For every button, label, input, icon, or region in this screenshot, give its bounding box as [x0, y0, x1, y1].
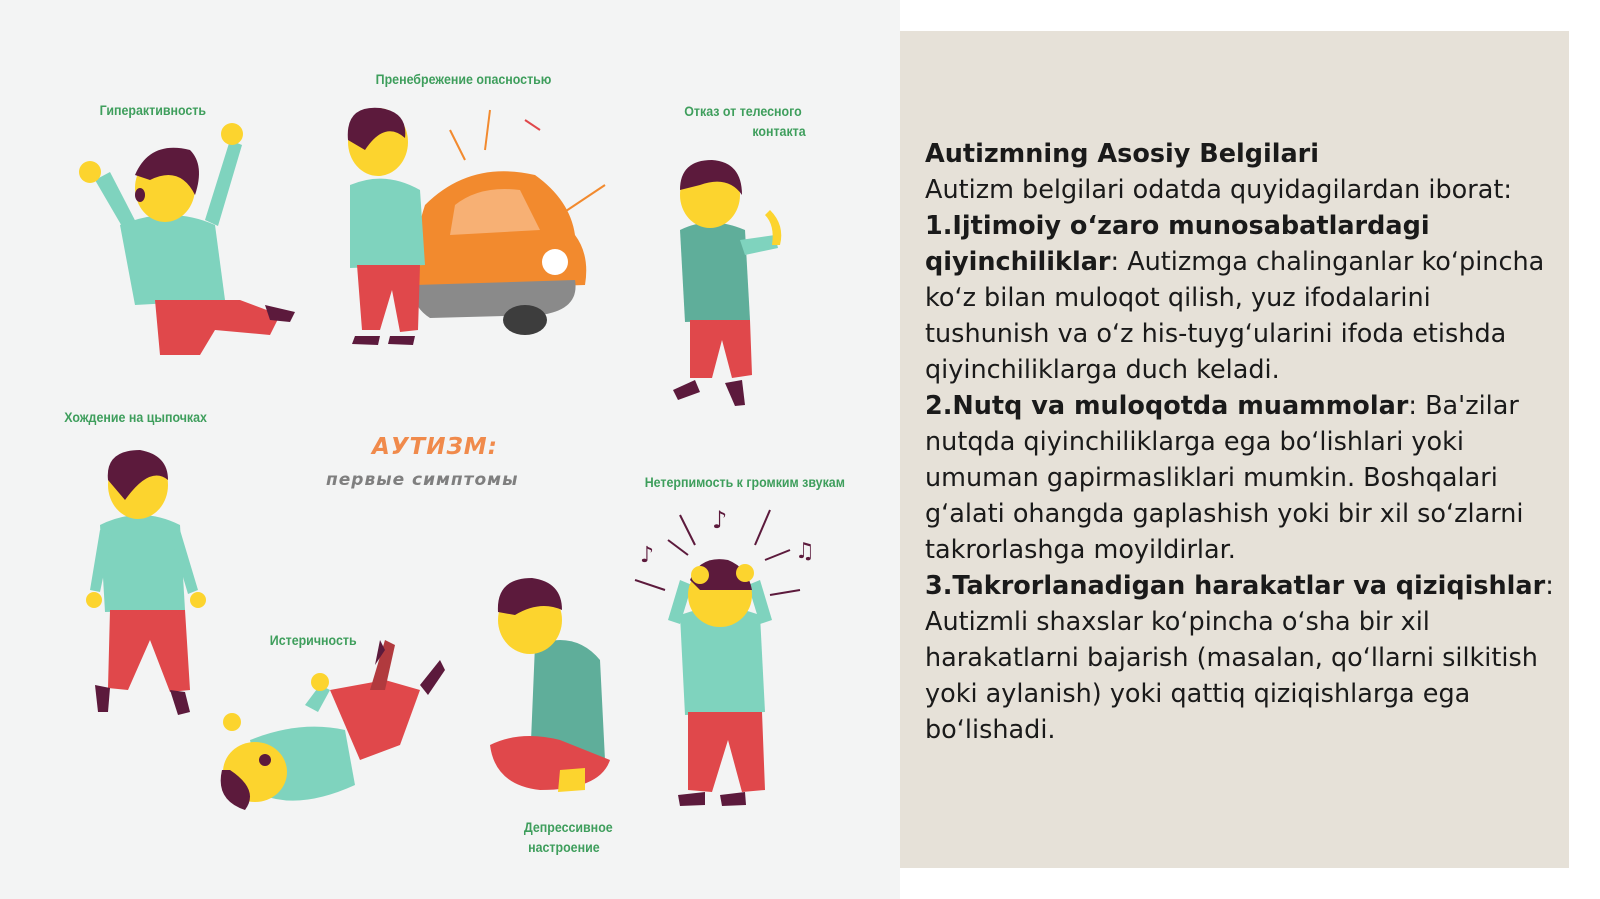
- label-danger: Пренебрежение опасностью: [375, 72, 552, 87]
- label-tiptoe: Хождение на цыпочках: [64, 410, 207, 425]
- symptom-item-title: 2.Nutq va muloqotda muammolar: [925, 391, 1409, 421]
- symptom-item-body: Autizmli shaxslar koʻpincha oʻsha bir xil harakatlarni bajarish (masalan, qoʻllarni silkitish yoki aylanish) yoki qattiq qiziqishlarga ega boʻlishadi.: [925, 607, 1538, 745]
- symptom-item-1: [925, 208, 1555, 388]
- symptom-item-separator: :: [1110, 247, 1128, 277]
- panel-heading: Autizmning Asosiy Belgilari: [925, 139, 1319, 169]
- no-contact-child-figure: [673, 160, 781, 406]
- infographic-subtitle: первые симптомы: [326, 470, 519, 490]
- symptom-item-separator: :: [1545, 571, 1554, 601]
- label-depressed-line1: Депрессивное: [523, 820, 613, 835]
- tiptoe-child-figure: [86, 450, 206, 715]
- hyperactive-child-figure: [79, 123, 295, 355]
- hysteria-child-figure: [221, 640, 445, 810]
- danger-child-figure: [348, 108, 605, 345]
- label-hysteria: Истеричность: [269, 633, 357, 648]
- symptom-item-2: [925, 388, 1555, 568]
- label-contact-line1: Отказ от телесного: [684, 104, 802, 119]
- text-panel: [925, 136, 1555, 748]
- noise-child-figure: [635, 506, 815, 806]
- svg-text:♫: ♫: [795, 539, 815, 564]
- infographic-title: АУТИЗМ:: [372, 434, 498, 460]
- label-depressed-line2: настроение: [528, 840, 600, 855]
- symptom-item-separator: :: [1408, 391, 1426, 421]
- svg-text:♪: ♪: [640, 543, 655, 568]
- svg-text:♪: ♪: [712, 506, 728, 534]
- label-contact: [668, 102, 818, 142]
- label-noise: Нетерпимость к громким звукам: [644, 475, 845, 490]
- symptom-item-title: 3.Takrorlanadigan harakatlar va qiziqishlar: [925, 571, 1546, 601]
- panel-intro: Autizm belgilari odatda quyidagilardan iborat:: [925, 175, 1512, 205]
- label-contact-line2: контакта: [752, 124, 806, 139]
- symptom-item-title: 1.Ijtimoiy oʻzaro munosabatlardagi qiyinchiliklar: [925, 211, 1430, 277]
- depressed-child-figure: [490, 578, 610, 792]
- symptom-item-body: Autizmga chalinganlar koʻpincha koʻz bilan muloqot qilish, yuz ifodalarini tushunish va oʻz his-tuygʻularini ifoda etishda qiyinchiliklarga duch keladi.: [925, 247, 1545, 385]
- symptom-item-body: Ba'zilar nutqda qiyinchiliklarga ega boʻlishlari yoki umuman gapirmasliklari mumkin. Boshqalari gʻalati ohangda gaplashish yoki bir xil soʻzlarni takrorlashga moyildirlar.: [925, 391, 1524, 565]
- symptom-item-3: [925, 568, 1555, 748]
- label-hyperactivity: Гиперактивность: [99, 103, 207, 118]
